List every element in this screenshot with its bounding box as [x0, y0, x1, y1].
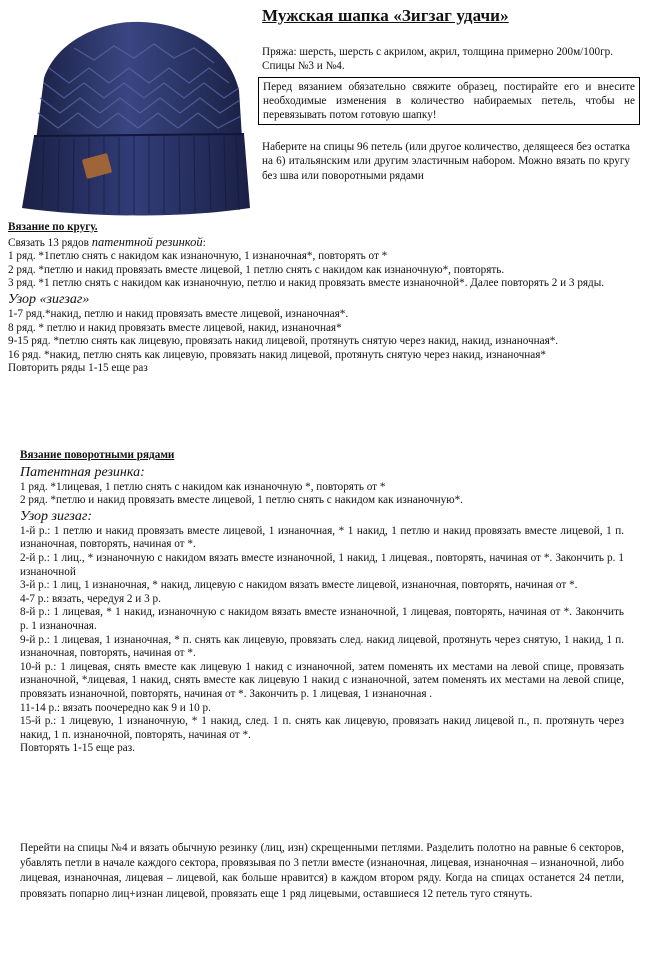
- section-finishing: [20, 841, 624, 902]
- instruction-row: 11-14 р.: вязать поочередно как 9 и 10 р.: [20, 701, 211, 714]
- section-turning-rows: [20, 449, 624, 756]
- instruction-row: 9-15 ряд. *петлю снять как лицевую, провязать накид лицевой, протянуть снятую через накид, накид, изнаночная*.: [8, 335, 559, 348]
- instruction-row: 16 ряд. *накид, петлю снять как лицевую, провязать накид лицевой, протянуть снятую через накид, изнаночная*: [8, 348, 546, 361]
- instruction-row: 2-й р.: 1 лиц., * изнаночную с накидом вязать вместе изнаночной, 1 накид, 1 лицевая., повторять, начиная от *. Закончить р. 1 изнаночной: [20, 551, 624, 578]
- page-title: Мужская шапка «Зигзаг удачи»: [262, 6, 509, 25]
- yarn-info: Пряжа: шерсть, шерсть с акрилом, акрил, толщина примерно 200м/100гр. Спицы №3 и №4.: [262, 46, 614, 72]
- subheading: Узор «зигзаг»: [8, 291, 90, 307]
- instruction-row: 15-й р.: 1 лицевую, 1 изнаночную, * 1 накид, след. 1 п. снять как лицевую, провязать накид лицевой п., п. протянуть через накид, 1 п. изнаночной, повторять, начиная от *.: [20, 715, 624, 741]
- cast-on-instructions: Наберите на спицы 96 петель (или другое количество, делящееся без остатка на 6) итальянским или другим эластичным набором. Можно вязать по кругу без шва или поворотными рядами: [262, 141, 630, 182]
- rib-intro: Связать 13 рядов патентной резинкой:: [8, 234, 206, 249]
- instruction-row: 10-й р.: 1 лицевая, снять вместе как лицевую 1 накид с изнаночной, затем поменять их местами на левой спице, провязать изнаночной, *лицевая, 1 накид, снять вместе как лицевую 1 накид с изнаночной, затем поменять их местами на левой спице, провязать изнаночной, повторять, начиная от *. Закончить р. 1 лицевая, 1 изнаночная .: [20, 660, 624, 700]
- instruction-row: 3-й р.: 1 лиц, 1 изнаночная, * накид, лицевую с накидом вязать вместе лицевой, изнаночная, повторять, начиная от *.: [20, 579, 578, 592]
- gauge-note-box: Перед вязанием обязательно свяжите образец, постирайте его и внесите необходимые изменения в количество набираемых петель, чтобы не перевязывать потом готовую шапку!: [258, 77, 640, 125]
- instruction-row: 2 ряд. *петлю и накид провязать вместе лицевой, 1 петлю снять с накидом как изнаночную*, повторять.: [8, 263, 505, 276]
- instruction-row: 9-й р.: 1 лицевая, 1 изнаночная, * п. снять как лицевую, провязать след. накид лицевой, протянуть через снятую, 1 накид, 1 п. изнаночная, повторять, начиная от *.: [20, 633, 624, 660]
- instruction-row: 3 ряд. *1 петлю снять с накидом как изнаночную, петлю и накид провязать вместе изнаночной*. Далее повторять 2 и 3 ряды.: [8, 277, 605, 290]
- subheading: Патентная резинка:: [20, 464, 145, 480]
- instruction-row: 4-7 р.: вязать, чередуя 2 и 3 р.: [20, 592, 161, 605]
- subheading: Узор зигзаг:: [20, 508, 93, 524]
- instruction-row: 1 ряд. *1лицевая, 1 петлю снять с накидом как изнаночную *, повторять от *: [20, 480, 386, 493]
- instruction-row: Повторять 1-15 еще раз.: [20, 742, 135, 755]
- hat-brim: [22, 134, 250, 216]
- instruction-row: 2 ряд. *петлю и накид провязать вместе лицевой, 1 петлю снять с накидом как изнаночную*.: [20, 494, 463, 507]
- section-heading: Вязание по кругу.: [8, 221, 98, 233]
- section-heading: Вязание поворотными рядами: [20, 449, 175, 461]
- instruction-row: 8-й р.: 1 лицевая, * 1 накид, изнаночную с накидом вязать вместе изнаночной, 1 лицевая, повторять, начиная от *. Закончить р. 1 изнаночная.: [20, 606, 624, 632]
- hat-photo: [14, 8, 252, 218]
- section-round-knitting: [8, 221, 624, 376]
- instruction-row: 1-7 ряд.*накид, петлю и накид провязать вместе лицевой, изнаночная*.: [8, 307, 349, 320]
- finishing-text: Перейти на спицы №4 и вязать обычную резинку (лиц, изн) скрещенными петлями. Разделить полотно на равные 6 секторов, убавлять петли в начале каждого сектора, провязывая по 3 петли вместе (изнаночная, лицевая, изнаночная – изнаночной, либо лицевая, изнаночная, лицевая – лицевой, как больше нравится) в каждом втором ряду. Когда на спицах останется 24 петли, провязать попарно лиц+изнан лицевой, провязать еще 1 ряд лицевыми, оставшиеся 12 петель туго стянуть.: [20, 842, 624, 900]
- instruction-row: Повторить ряды 1-15 еще раз: [8, 362, 148, 375]
- instruction-row: 1 ряд. *1петлю снять с накидом как изнаночную, 1 изнаночная*, повторять от *: [8, 250, 388, 263]
- instruction-row: 8 ряд. * петлю и накид провязать вместе лицевой, накид, изнаночная*: [8, 321, 342, 334]
- instruction-row: 1-й р.: 1 петлю и накид провязать вместе лицевой, 1 изнаночная, * 1 накид, 1 петлю и накид провязать вместе лицевой, 1 п. изнаночная, повторять, начиная от *.: [20, 524, 624, 551]
